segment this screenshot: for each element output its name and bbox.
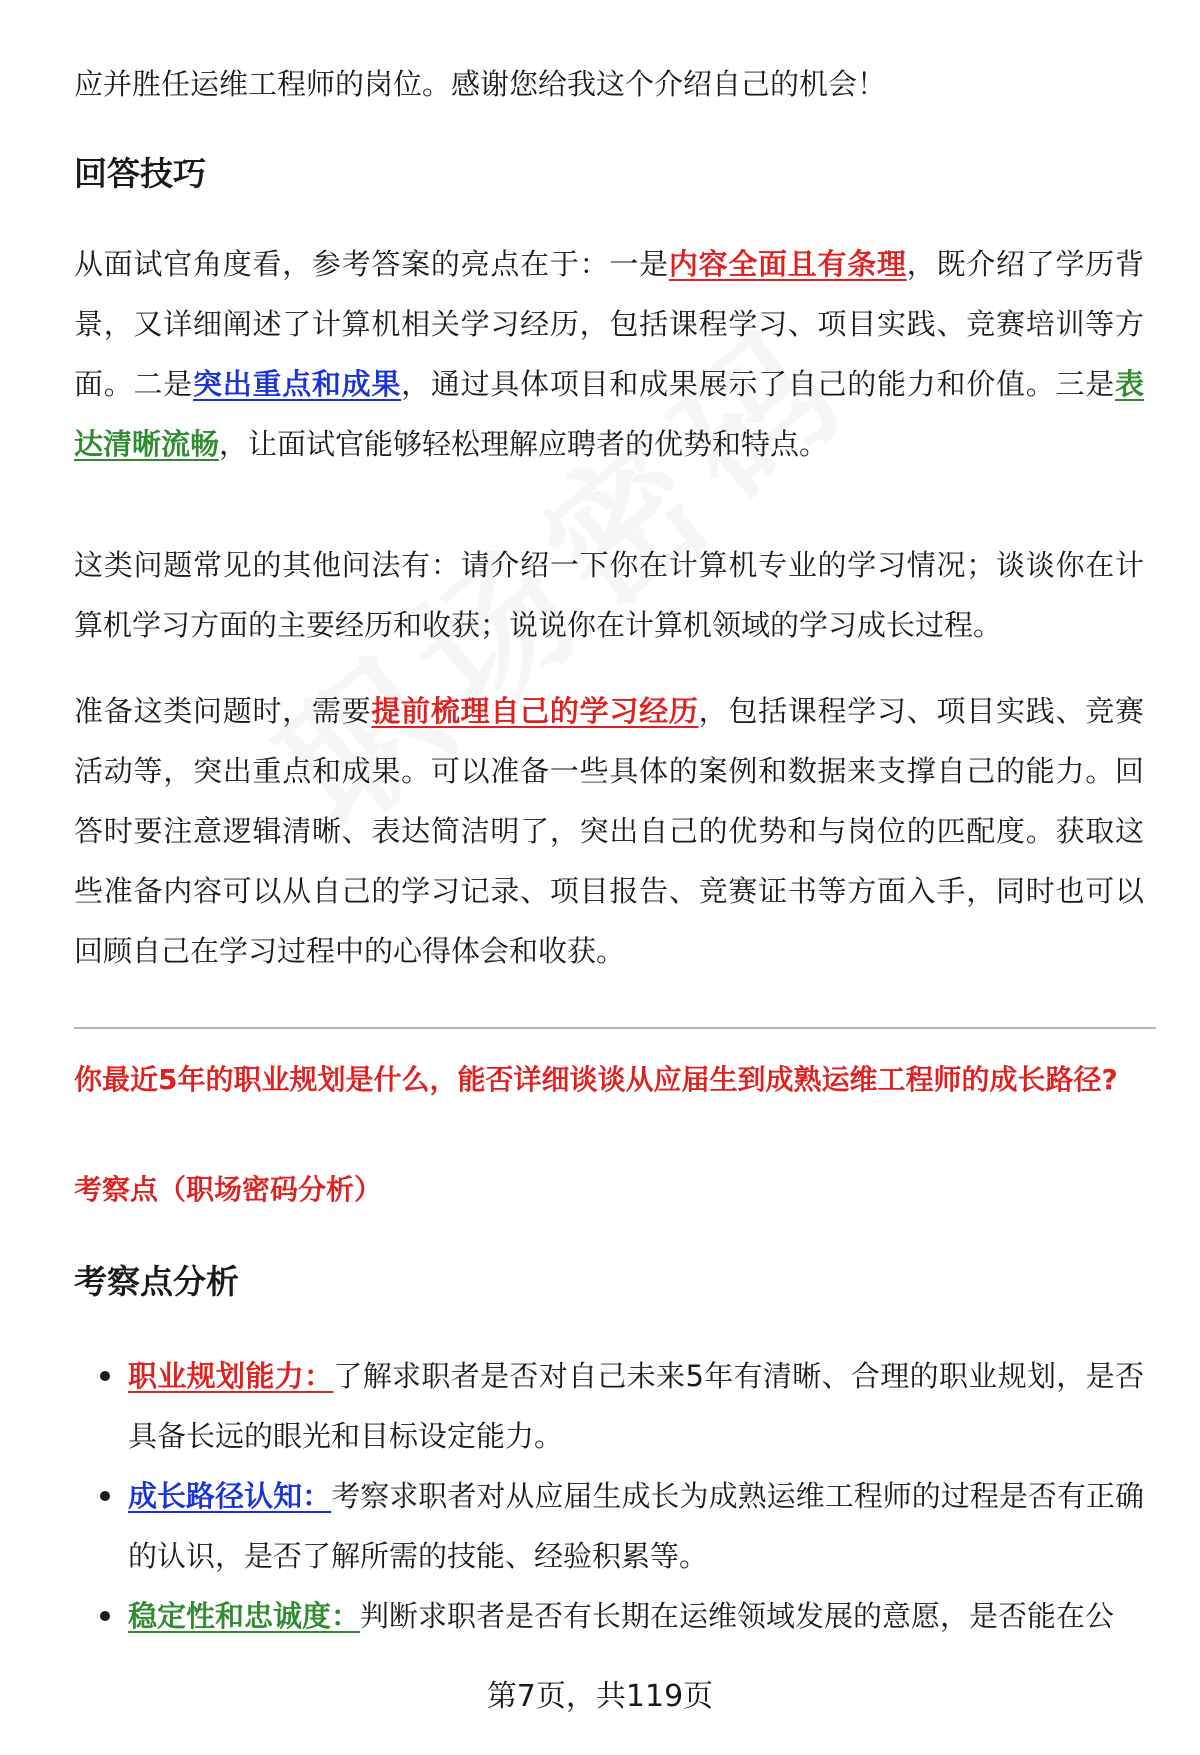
text-segment: ，让面试官能够轻松理解应聘者的优势和特点。 [219, 427, 829, 461]
assessment-bullet-list [128, 1346, 1144, 1646]
bullet-text: 考察求职者对从应届生成长为成熟运维工程师的过程是否有正确的认识，是否了解所需的技能、经验积累等。 [128, 1479, 1144, 1573]
text-segment: 准备这类问题时，需要 [74, 694, 372, 728]
bullet-label-growth-path: 成长路径认知： [128, 1479, 332, 1513]
bullet-label-career-planning: 职业规划能力： [128, 1359, 334, 1393]
text-segment: ，通过具体项目和成果展示了自己的能力和价值。三是 [401, 367, 1115, 401]
tips-paragraph-1 [74, 234, 1144, 474]
interview-question: 你最近5年的职业规划是什么，能否详细谈谈从应届生到成熟运维工程师的成长路径? [74, 1063, 1118, 1096]
section-title-assessment-analysis: 考察点分析 [74, 1262, 239, 1301]
bullet-label-stability-loyalty: 稳定性和忠诚度： [128, 1599, 361, 1633]
highlight-content-comprehensive: 内容全面且有条理 [668, 247, 907, 281]
tips-paragraph-2: 这类问题常见的其他问法有：请介绍一下你在计算机专业的学习情况；谈谈你在计算机学习方面的主要经历和收获；说说你在计算机领域的学习成长过程。 [74, 548, 1144, 642]
bullet-dot [100, 1611, 110, 1621]
assessment-point-label: 考察点（职场密码分析） [74, 1173, 383, 1206]
highlight-review-experience: 提前梳理自己的学习经历 [371, 694, 699, 728]
page-number: 第7页，共119页 [486, 1679, 714, 1714]
bullet-text: 了解求职者是否对自己未来5年有清晰、合理的职业规划，是否具备长远的眼光和目标设定能力。 [128, 1359, 1144, 1453]
highlight-focus-results: 突出重点和成果 [192, 367, 402, 401]
list-item [128, 1586, 1144, 1646]
bullet-dot [100, 1371, 110, 1381]
intro-closing-line: 应并胜任运维工程师的岗位。感谢您给我这个介绍自己的机会！ [74, 67, 887, 101]
text-segment: ，既介绍了学历背景，又详细阐述了计算机相关学习经历，包括课程学习、项目实践、竞赛培训等方面。二是 [74, 247, 1144, 401]
text-segment: 从面试官角度看，参考答案的亮点在于：一是 [74, 247, 669, 281]
list-item [128, 1466, 1144, 1586]
bullet-dot [100, 1491, 110, 1501]
divider [74, 1027, 1156, 1029]
highlight-clear-expression: 表达清晰流畅 [74, 367, 1144, 461]
tips-paragraph-3 [74, 681, 1144, 981]
section-title-answer-tips: 回答技巧 [74, 154, 206, 193]
text-segment: ，包括课程学习、项目实践、竞赛活动等，突出重点和成果。可以准备一些具体的案例和数据来支撑自己的能力。回答时要注意逻辑清晰、表达简洁明了，突出自己的优势和与岗位的匹配度。获取这些准备内容可以从自己的学习记录、项目报告、竞赛证书等方面入手，同时也可以回顾自己在学习过程中的心得体会和收获。 [74, 694, 1144, 968]
bullet-text: 判断求职者是否有长期在运维领域发展的意愿，是否能在公 [360, 1599, 1115, 1633]
list-item [128, 1346, 1144, 1466]
